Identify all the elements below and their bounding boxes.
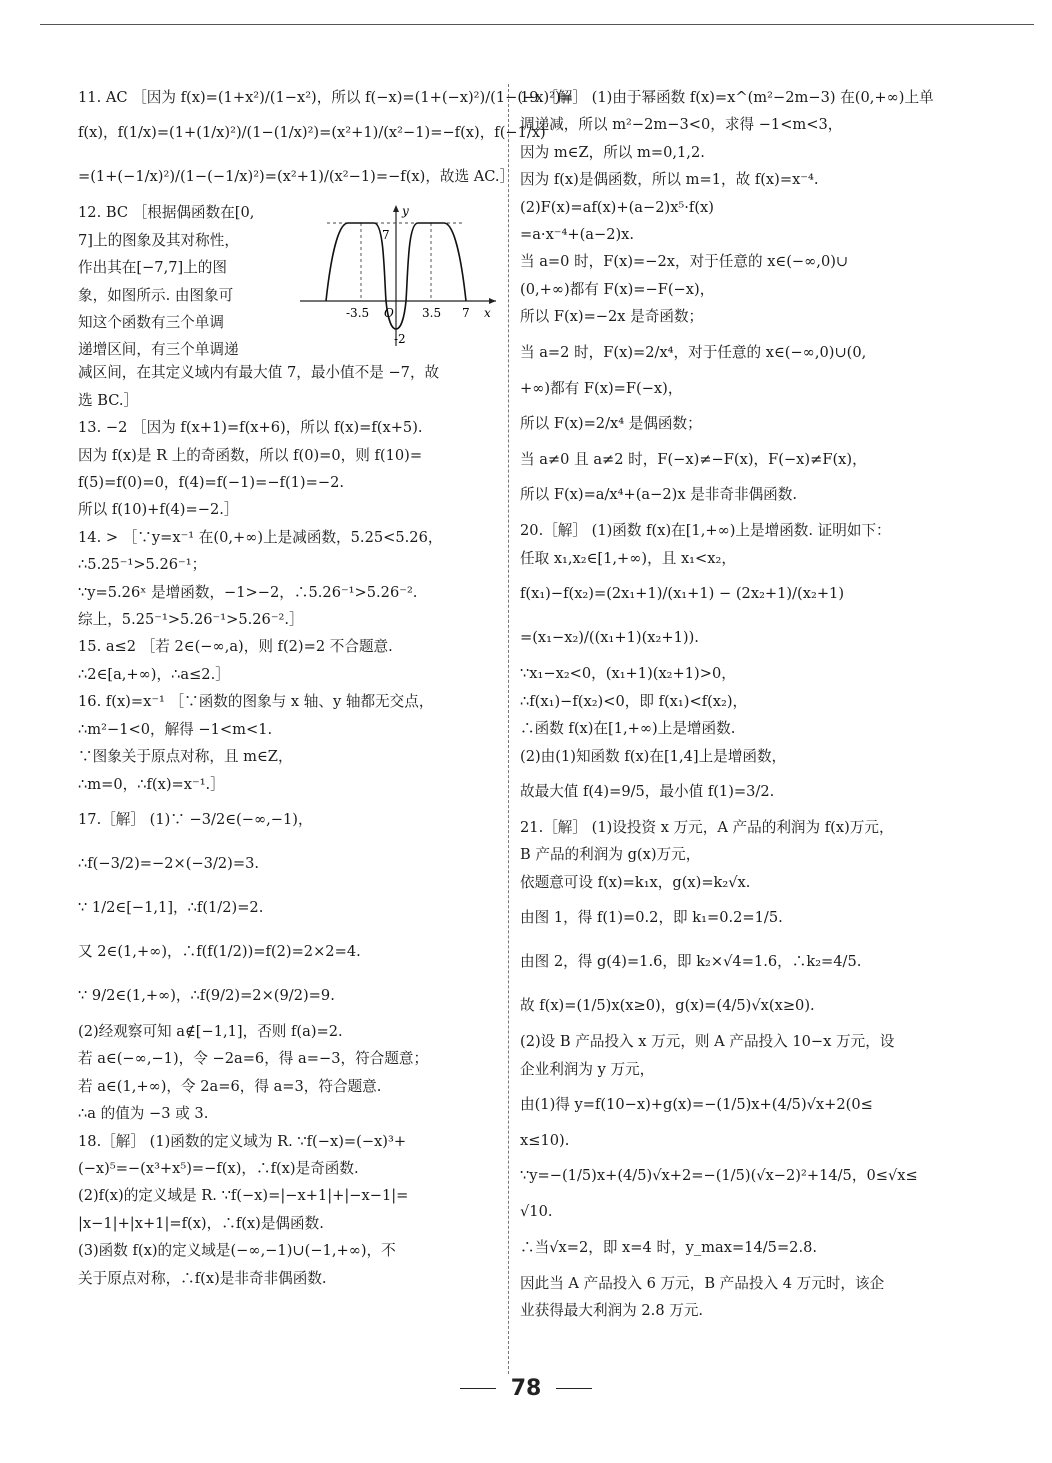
text-line: 若 a∈(−∞,−1)，令 −2a=6，得 a=−3，符合题意； — [78, 1050, 429, 1068]
text-line: ∴函数 f(x)在[1,+∞)上是增函数. — [520, 720, 736, 738]
text-line: ∵y=5.26ˣ 是增函数，−1>−2，∴5.26⁻¹>5.26⁻². — [78, 583, 418, 601]
text-line: 若 a∈(1,+∞)，令 2a=6，得 a=3，符合题意. — [78, 1077, 382, 1095]
text-line: (0,+∞)都有 F(x)=−F(−x)， — [520, 280, 715, 298]
text-line: 20.［解］ (1)函数 f(x)在[1,+∞)上是增函数. 证明如下： — [520, 522, 891, 540]
text-line: ∴m=0，∴f(x)=x⁻¹.］ — [78, 775, 225, 793]
column-divider — [508, 84, 509, 1374]
y-label: y — [402, 204, 409, 219]
y-axis-arrow — [393, 205, 399, 212]
text-line: 当 a=2 时，F(x)=2/x⁴，对于任意的 x∈(−∞,0)∪(0, — [520, 343, 867, 361]
text-line: 企业利润为 y 万元， — [520, 1060, 655, 1078]
text-line: +∞)都有 F(x)=F(−x)， — [520, 379, 683, 397]
text-line: ∴f(x₁)−f(x₂)<0，即 f(x₁)<f(x₂)， — [520, 692, 748, 710]
text-line: 递增区间，有三个单调递 — [78, 341, 239, 359]
text-line: 18.［解］ (1)函数的定义域为 R. ∵f(−x)=(−x)³+ — [78, 1132, 407, 1150]
text-line: f(x)，f(1/x)=(1+(1/x)²)/(1−(1/x)²)=(x²+1)/(x²−1)=−f(x)，f(−1/x) — [78, 124, 546, 142]
min-label: -2 — [394, 332, 406, 347]
text-line: 因为 f(x)是 R 上的奇函数，所以 f(0)=0，则 f(10)= — [78, 446, 423, 464]
text-line: 19.［解］ (1)由于幂函数 f(x)=x^(m²−2m−3) 在(0,+∞)上单 — [520, 89, 934, 106]
text-line: (2)f(x)的定义域是 R. ∵f(−x)=|−x+1|+|−x−1|= — [78, 1187, 409, 1205]
right-column — [520, 84, 962, 1325]
text-line: 16. f(x)=x⁻¹ ［∵函数的图象与 x 轴、y 轴都无交点， — [78, 693, 434, 711]
text-line: 由图 2，得 g(4)=1.6，即 k₂×√4=1.6，∴k₂=4/5. — [520, 953, 862, 971]
text-line: 21.［解］ (1)设投资 x 万元，A 产品的利润为 f(x)万元， — [520, 818, 894, 836]
max-label: 7 — [382, 228, 390, 243]
text-line: 依题意可设 f(x)=k₁x，g(x)=k₂√x. — [520, 873, 751, 891]
text-line: 当 a=0 时，F(x)=−2x，对于任意的 x∈(−∞,0)∪ — [520, 253, 849, 271]
text-line: =(1+(−1/x)²)/(1−(−1/x)²)=(x²+1)/(x²−1)=−f(x)，故选 AC.］ — [78, 168, 515, 186]
text-line: |x−1|+|x+1|=f(x)，∴f(x)是偶函数. — [78, 1214, 324, 1232]
origin-label: O — [384, 306, 394, 321]
text-line: 调递减，所以 m²−2m−3<0，求得 −1<m<3， — [520, 116, 843, 134]
text-line: ∴当√x=2，即 x=4 时，y_max=14/5=2.8. — [520, 1238, 818, 1256]
text-line: 所以 F(x)=−2x 是奇函数； — [520, 308, 704, 326]
text-line: 因为 f(x)是偶函数，所以 m=1，故 f(x)=x⁻⁴. — [520, 171, 819, 189]
text-line: 所以 F(x)=2/x⁴ 是偶函数； — [520, 415, 702, 433]
text-line: 减区间，在其定义域内有最大值 7，最小值不是 −7，故 — [78, 364, 440, 382]
text-line: 11. AC ［因为 f(x)=(1+x²)/(1−x²)，所以 f(−x)=(1+(−x)²)/(1−(−x)²)= — [78, 89, 573, 106]
text-line: 7]上的图象及其对称性， — [78, 231, 239, 249]
text-line: (2)经观察可知 a∉[−1,1]，否则 f(a)=2. — [78, 1022, 343, 1040]
text-line: 由(1)得 y=f(10−x)+g(x)=−(1/5)x+(4/5)√x+2(0≤ — [520, 1095, 873, 1113]
text-line: (3)函数 f(x)的定义域是(−∞,−1)∪(−1,+∞)，不 — [78, 1242, 396, 1260]
text-line: f(x₁)−f(x₂)=(2x₁+1)/(x₁+1) − (2x₂+1)/(x₂+1) — [520, 585, 845, 603]
page-footer — [0, 1376, 1052, 1401]
text-line: 关于原点对称，∴f(x)是非奇非偶函数. — [78, 1269, 327, 1287]
text-line: 14. > ［∵y=x⁻¹ 在(0,+∞)上是减函数，5.25<5.26， — [78, 528, 443, 546]
text-line: √10. — [520, 1203, 553, 1221]
tick-label: 7 — [462, 306, 470, 321]
problem-12-block — [78, 199, 506, 359]
problem-12-text — [78, 199, 288, 363]
text-line: 选 BC.］ — [78, 391, 139, 409]
text-line: (−x)⁵=−(x³+x⁵)=−f(x)，∴f(x)是奇函数. — [78, 1159, 359, 1177]
tick-label: 3.5 — [422, 306, 442, 321]
text-line: 当 a≠0 且 a≠2 时，F(−x)≠−F(x)，F(−x)≠F(x)， — [520, 451, 867, 469]
text-line: ∴a 的值为 −3 或 3. — [78, 1105, 209, 1123]
text-line: (2)F(x)=af(x)+(a−2)x⁵·f(x) — [520, 198, 714, 216]
text-line: ∵ 1/2∈[−1,1]，∴f(1/2)=2. — [78, 898, 264, 916]
text-line: 任取 x₁,x₂∈[1,+∞)，且 x₁<x₂， — [520, 549, 736, 567]
text-line: ∴m²−1<0，解得 −1<m<1. — [78, 720, 273, 738]
footer-dash-right — [556, 1388, 592, 1389]
text-line: (2)设 B 产品投入 x 万元，则 A 产品投入 10−x 万元，设 — [520, 1033, 895, 1051]
text-line: ∵ 9/2∈(1,+∞)，∴f(9/2)=2×(9/2)=9. — [78, 986, 335, 1004]
text-line: ∵x₁−x₂<0，(x₁+1)(x₂+1)>0， — [520, 665, 736, 683]
text-line: 所以 F(x)=a/x⁴+(a−2)x 是非奇非偶函数. — [520, 486, 797, 504]
text-line: x≤10). — [520, 1131, 570, 1149]
text-line: 所以 f(10)+f(4)=−2.］ — [78, 501, 239, 519]
text-line: B 产品的利润为 g(x)万元， — [520, 846, 701, 864]
text-line: =a·x⁻⁴+(a−2)x. — [520, 226, 635, 244]
tick-label: -3.5 — [346, 306, 370, 321]
text-line: 故 f(x)=(1/5)x(x≥0)，g(x)=(4/5)√x(x≥0). — [520, 997, 815, 1015]
text-line: 由图 1，得 f(1)=0.2，即 k₁=0.2=1/5. — [520, 909, 783, 927]
top-rule — [40, 24, 1034, 25]
text-line: ∴2∈[a,+∞)，∴a≤2.］ — [78, 665, 230, 683]
text-line: 17.［解］ (1)∵ −3/2∈(−∞,−1)， — [78, 810, 313, 828]
text-line: ∵图象关于原点对称，且 m∈Z， — [78, 748, 293, 766]
text-line: 15. a≤2 ［若 2∈(−∞,a)，则 f(2)=2 不合题意. — [78, 638, 393, 656]
text-line: 12. BC ［根据偶函数在[0, — [78, 204, 255, 222]
text-line: 因此当 A 产品投入 6 万元，B 产品投入 4 万元时，该企 — [520, 1274, 885, 1292]
text-line: ∴5.25⁻¹>5.26⁻¹； — [78, 556, 207, 574]
text-line: 因为 m∈Z，所以 m=0,1,2. — [520, 143, 705, 161]
footer-dash-left — [460, 1388, 496, 1389]
text-line: 业获得最大利润为 2.8 万元. — [520, 1302, 704, 1320]
text-line: (2)由(1)知函数 f(x)在[1,4]上是增函数， — [520, 747, 787, 765]
text-line: 作出其在[−7,7]上的图 — [78, 259, 227, 277]
text-line: ∴f(−3/2)=−2×(−3/2)=3. — [78, 854, 260, 872]
x-axis-arrow — [489, 298, 496, 304]
text-line: 又 2∈(1,+∞)，∴f(f(1/2))=f(2)=2×2=4. — [78, 942, 361, 960]
text-line: 象，如图所示. 由图象可 — [78, 286, 234, 304]
text-line: 故最大值 f(4)=9/5，最小值 f(1)=3/2. — [520, 782, 775, 800]
text-line: 13. −2 ［因为 f(x+1)=f(x+6)，所以 f(x)=f(x+5). — [78, 419, 423, 437]
text-line: 综上，5.25⁻¹>5.26⁻¹>5.26⁻².］ — [78, 611, 304, 629]
function-graph — [296, 201, 502, 349]
text-line: f(5)=f(0)=0，f(4)=f(−1)=−f(1)=−2. — [78, 474, 344, 492]
x-label: x — [484, 306, 491, 321]
page-number: 78 — [510, 1376, 542, 1401]
text-line: 知这个函数有三个单调 — [78, 314, 224, 332]
text-line: =(x₁−x₂)/((x₁+1)(x₂+1)). — [520, 629, 699, 647]
text-line: ∵y=−(1/5)x+(4/5)√x+2=−(1/5)(√x−2)²+14/5，0≤√x≤ — [520, 1167, 918, 1185]
